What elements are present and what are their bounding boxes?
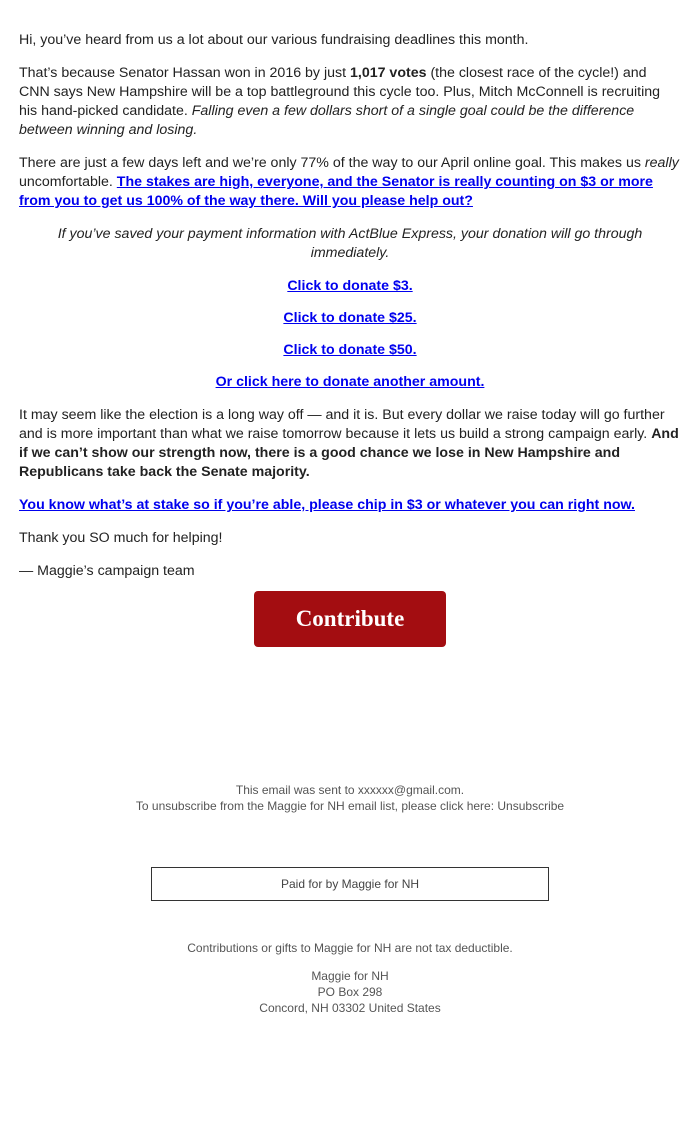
votes-bold: 1,017 votes	[349, 65, 427, 81]
sent-to-email: xxxxxx@gmail.com	[357, 783, 461, 797]
unsubscribe-link[interactable]: Unsubscribe	[497, 799, 565, 813]
sent-to-prefix: This email was sent to	[235, 783, 358, 797]
paid-for-box: Paid for by Maggie for NH	[151, 867, 549, 901]
election-text: It may seem like the election is a long way off — and it is. But every dollar we raise today will go further and is more important than what we raise tomorrow because it lets us build a strong campaign early.	[19, 407, 665, 442]
hassan-italic: Falling even a few dollars short of a single goal could be the difference between winning and losing.	[19, 103, 635, 138]
address-city: Concord, NH 03302 United States	[259, 1001, 441, 1015]
thanks-paragraph: Thank you SO much for helping!	[19, 530, 223, 546]
election-paragraph	[19, 406, 681, 482]
address-box: PO Box 298	[317, 985, 383, 999]
donate-other-line	[19, 373, 681, 392]
election-bold: And if we can’t show our strength now, there is a good chance we lose in New Hampshire and Republicans take back the Senate majority.	[19, 426, 679, 480]
unsubscribe-text: To unsubscribe from the Maggie for NH email list, please click here:	[135, 799, 498, 813]
greeting-paragraph: Hi, you’ve heard from us a lot about our various fundraising deadlines this month.	[19, 32, 529, 48]
express-note	[19, 225, 681, 263]
contribute-button-wrap	[0, 591, 700, 647]
unsubscribe-line	[0, 798, 700, 814]
donate-3-line	[19, 277, 681, 296]
footer-sent-to	[0, 782, 700, 814]
contribute-button[interactable]: Contribute	[254, 591, 446, 647]
donate-25-line	[19, 309, 681, 328]
goal-italic: really	[644, 155, 679, 171]
donate-other-link[interactable]: Or click here to donate another amount.	[215, 374, 485, 390]
goal-text-b: uncomfortable.	[19, 174, 117, 190]
donate-50-line	[19, 341, 681, 360]
hassan-text-a: That’s because Senator Hassan won in 2016 by just	[19, 65, 350, 81]
signoff: — Maggie’s campaign team	[19, 563, 195, 579]
email-body	[19, 31, 681, 595]
donate-3-link[interactable]: Click to donate $3.	[287, 278, 413, 294]
tax-note: Contributions or gifts to Maggie for NH are not tax deductible.	[187, 941, 513, 955]
chip-in-paragraph	[19, 496, 681, 515]
chip-in-link[interactable]: You know what’s at stake so if you’re able, please chip in $3 or whatever you can right now.	[19, 497, 635, 513]
donate-25-link[interactable]: Click to donate $25.	[283, 310, 417, 326]
sent-to-line	[0, 782, 700, 798]
goal-text-a: There are just a few days left and we’re only 77% of the way to our April online goal. This makes us	[19, 155, 645, 171]
stakes-link[interactable]: The stakes are high, everyone, and the Senator is really counting on $3 or more from you to get us 100% of the way there. Will you please help out?	[19, 174, 653, 209]
donate-50-link[interactable]: Click to donate $50.	[283, 342, 417, 358]
express-note-text: If you’ve saved your payment information with ActBlue Express, your donation will go through immediately.	[57, 226, 643, 261]
sent-to-suffix: .	[460, 783, 465, 797]
mailing-address	[0, 968, 700, 1016]
address-name: Maggie for NH	[311, 969, 389, 983]
hassan-text-b: (the closest race of the cycle!) and CNN says New Hampshire will be a top battleground this cycle too. Plus, Mitch McConnell is recruiting his hand-picked candidate.	[19, 65, 661, 119]
goal-paragraph	[19, 154, 681, 211]
hassan-paragraph	[19, 64, 681, 140]
